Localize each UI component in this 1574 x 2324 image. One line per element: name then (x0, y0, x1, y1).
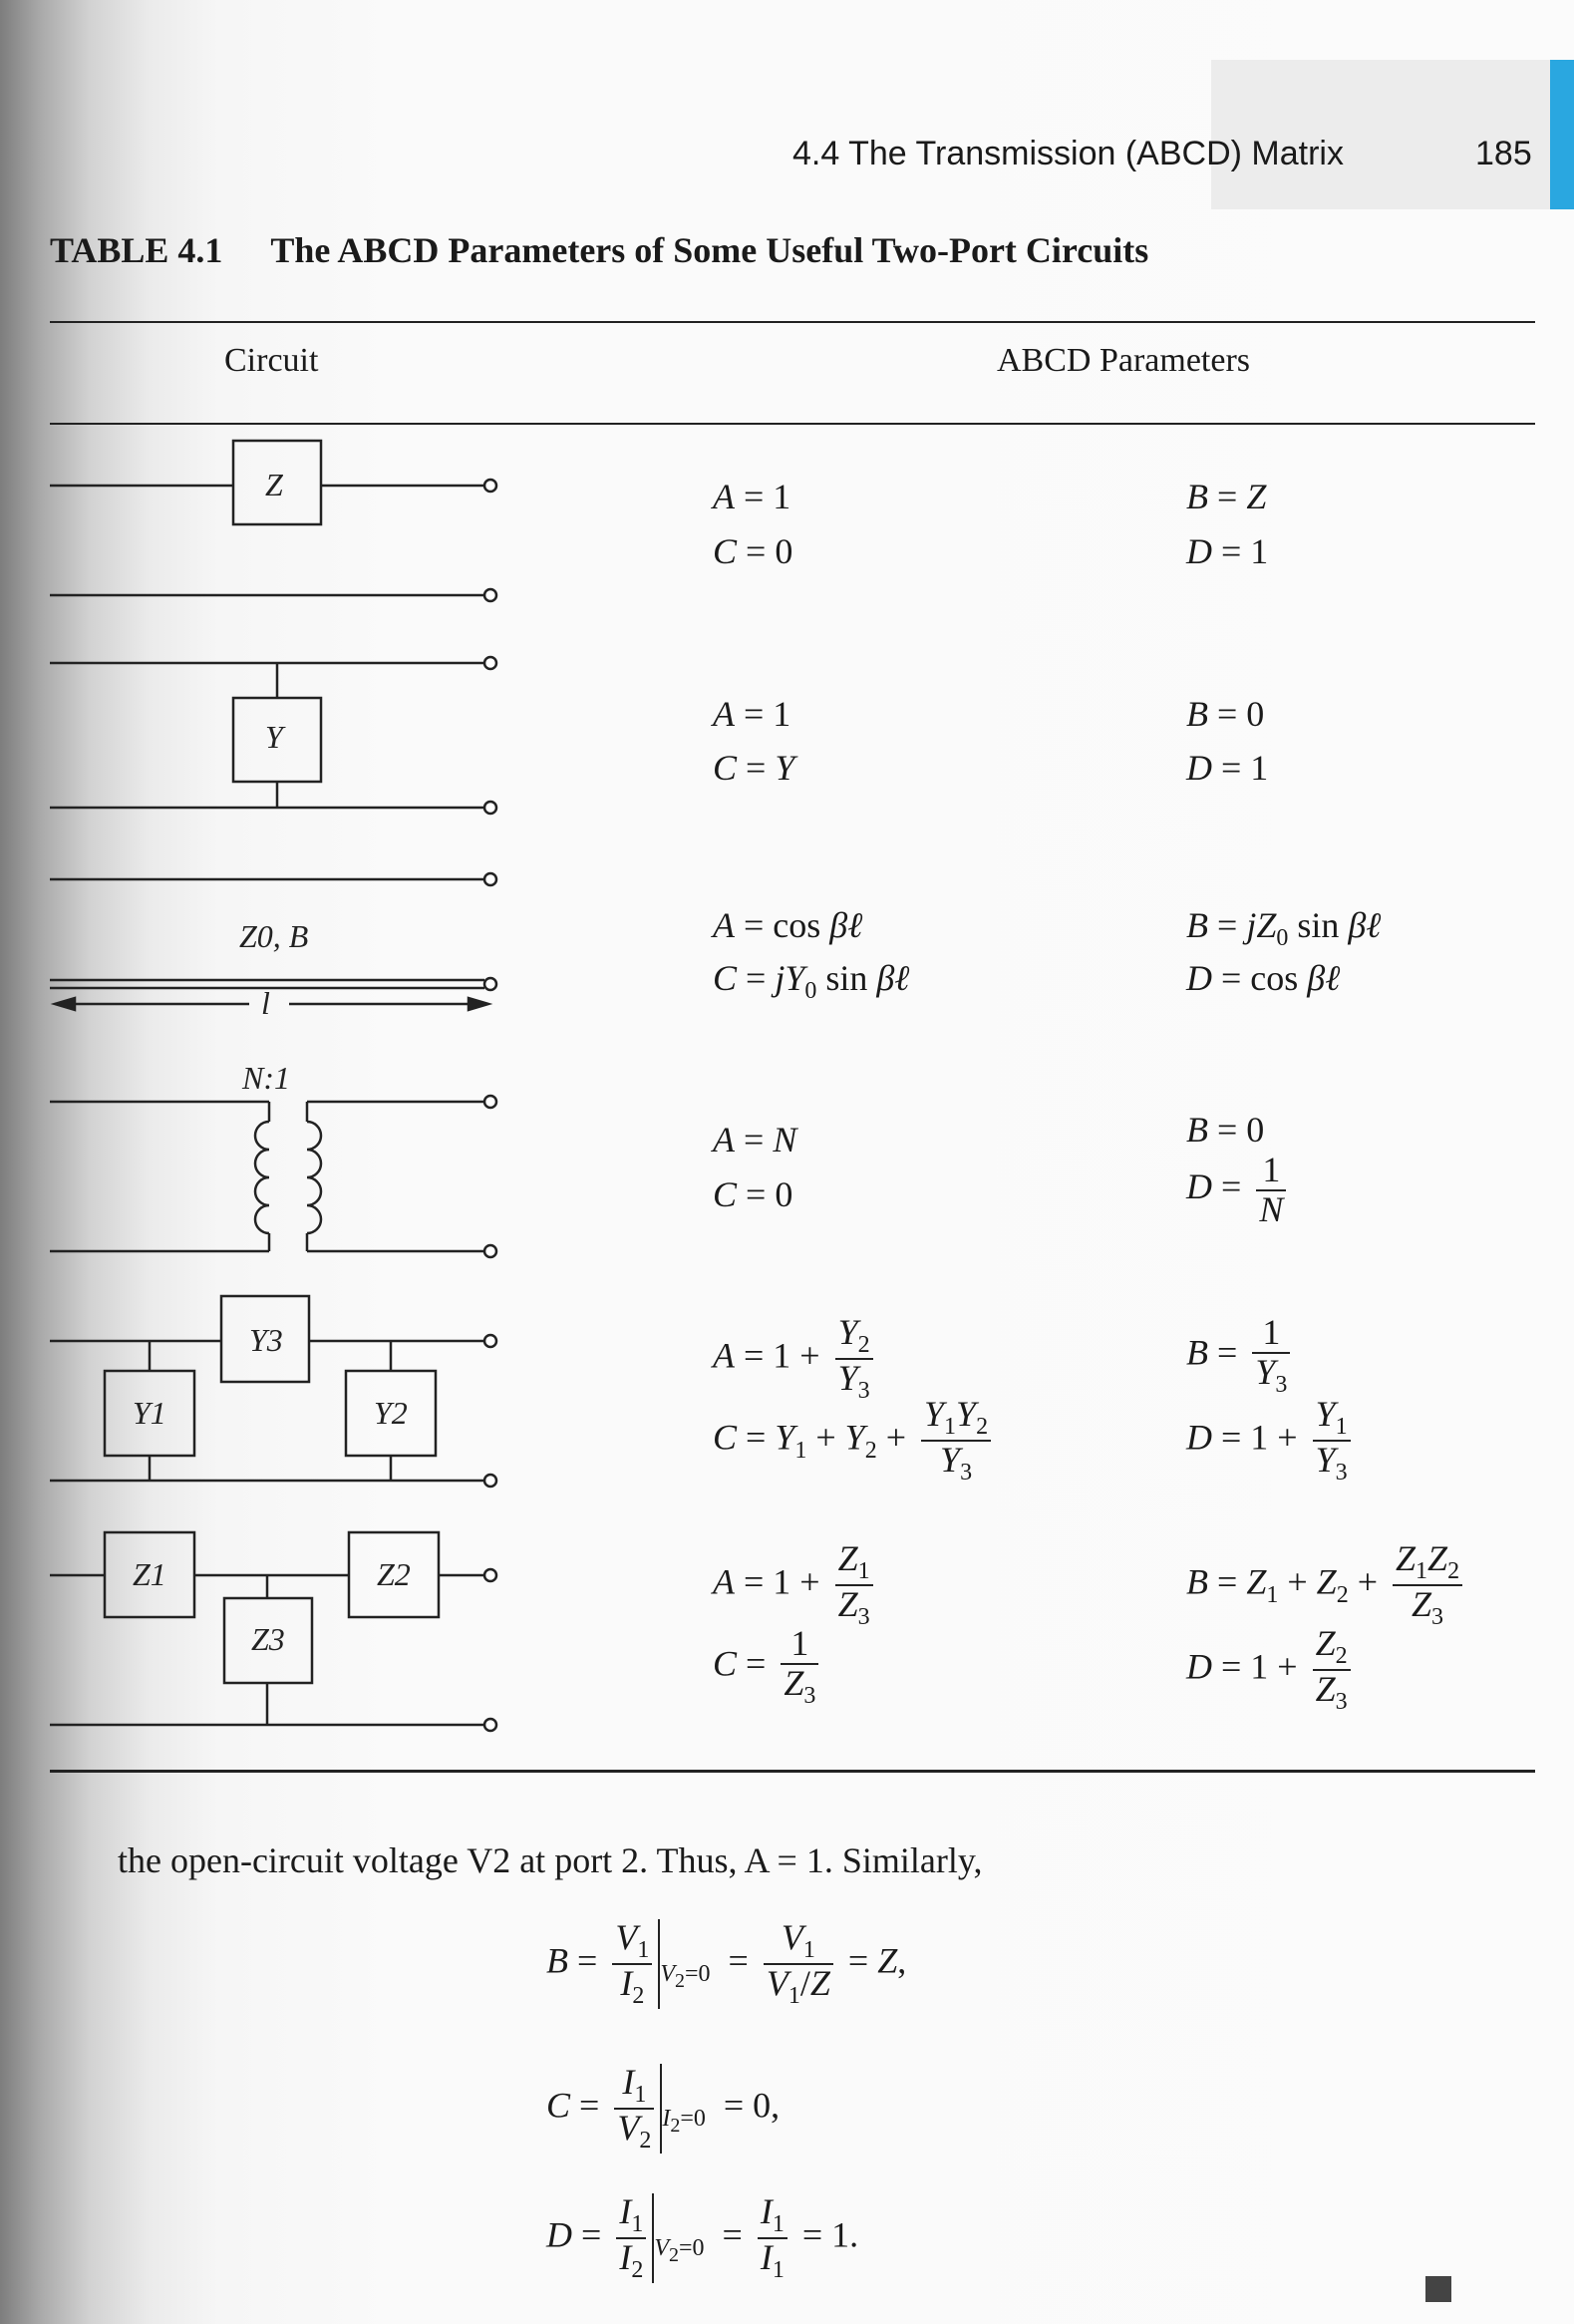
row3-a: A = cos βℓ (713, 905, 863, 945)
circuit-label-y2: Y2 (374, 1395, 408, 1431)
circuit-label-turns-ratio: N:1 (242, 1060, 290, 1096)
circuit-label-z3: Z3 (251, 1621, 285, 1657)
equation-c: C = $\frac{I_1}{V_2}$ $_{I_2=0}$ = 0, (546, 2062, 781, 2155)
row1-b: B = Z (1186, 477, 1267, 516)
circuit-label-y: Y (265, 719, 283, 755)
row2-b: B = 0 (1186, 694, 1265, 734)
row6-b: $B = Z_1 + Z_2$ + $\frac{Z_1Z_2}{Z_3}$ (1186, 1540, 1468, 1631)
row2-d: D = 1 (1186, 748, 1269, 788)
col-header-circuit: Circuit (224, 342, 319, 379)
row2-a: A = 1 (713, 694, 791, 734)
row6-a: A = 1 + $\frac{Z_1}{Z_3}$ (713, 1540, 879, 1631)
circuit-label-z1: Z1 (133, 1556, 166, 1592)
table-label: TABLE 4.1 (50, 230, 223, 270)
row2-c: C = Y (713, 748, 795, 788)
row4-a: A = N (713, 1120, 797, 1160)
row5-d: D = 1 + $\frac{Y_1}{Y_3}$ (1186, 1396, 1357, 1487)
row1-a: A = 1 (713, 477, 791, 516)
circuit-label-z2: Z2 (377, 1556, 411, 1592)
end-of-proof-square (1425, 2276, 1451, 2302)
row6-d: D = 1 + $\frac{Z_2}{Z_3}$ (1186, 1625, 1357, 1716)
row6-c: C = $\frac{1}{Z_3}$ (713, 1625, 824, 1709)
row3-d: D = cos βℓ (1186, 958, 1341, 998)
page-number: 185 (1475, 135, 1532, 172)
row3-c: $C = jY_0$ sin βℓ (713, 958, 910, 1005)
row4-c: C = 0 (713, 1174, 793, 1214)
row1-d: D = 1 (1186, 531, 1269, 571)
table-title: The ABCD Parameters of Some Useful Two-Port Circuits (270, 230, 1149, 270)
circuit-label-y3: Y3 (249, 1322, 283, 1358)
table-bottom-rule (50, 1770, 1535, 1773)
row4-b: B = 0 (1186, 1110, 1265, 1150)
circuit-label-length: l (261, 985, 270, 1021)
row1-c: C = 0 (713, 531, 793, 571)
equation-b: B = $\frac{V_1}{I_2}$ $_{V_2=0}$ = $\frac{V_1}{V_1/Z}$ = Z, (546, 1917, 907, 2010)
row3-b: $B = jZ_0$ sin βℓ (1186, 905, 1382, 952)
col-header-params: ABCD Parameters (997, 342, 1251, 379)
equation-d: D = $\frac{I_1}{I_2}$ $_{V_2=0}$ = $\frac{I_1}{I_1}$ = 1. (546, 2191, 859, 2284)
circuit-label-y1: Y1 (133, 1395, 166, 1431)
circuit-label-z: Z (265, 467, 283, 502)
body-text: the open-circuit voltage V2 at port 2. Thus, A = 1. Similarly, (118, 1840, 983, 1880)
row5-b: B = $\frac{1}{Y_3}$ (1186, 1314, 1296, 1398)
running-head: 4.4 The Transmission (ABCD) Matrix (792, 135, 1344, 172)
row5-a: A = 1 + $\frac{Y_2}{Y_3}$ (713, 1314, 879, 1405)
row5-c: $C = Y_1 + Y_2$ + $\frac{Y_1Y_2}{Y_3}$ (713, 1396, 997, 1487)
circuit-label-tline: Z0, B (239, 918, 309, 954)
row4-d: D = $\frac{1}{N}$ (1186, 1152, 1292, 1229)
